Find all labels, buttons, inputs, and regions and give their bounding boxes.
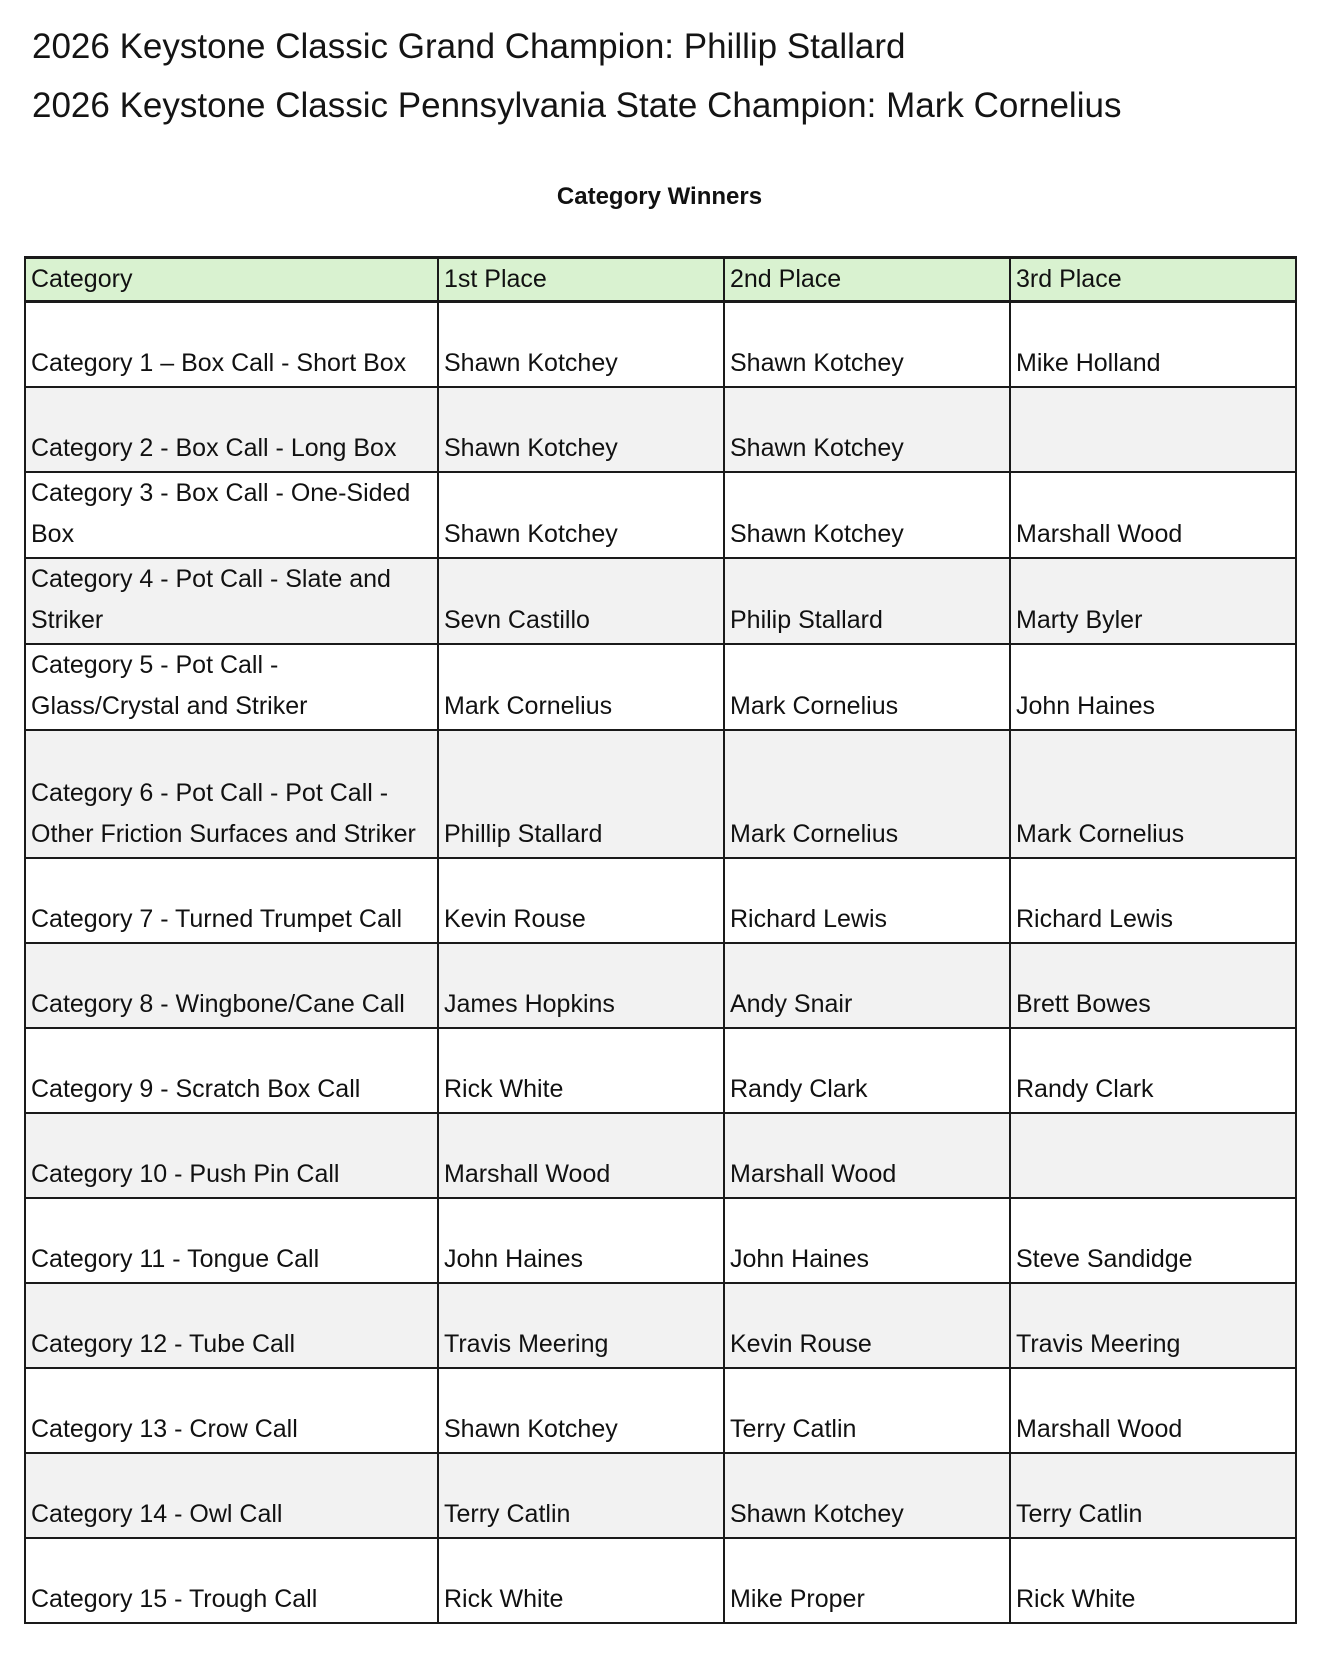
category-cell: Category 5 - Pot Call - Glass/Crystal and Striker [25, 644, 438, 730]
category-cell: Category 14 - Owl Call [25, 1453, 438, 1538]
category-cell: Category 6 - Pot Call - Pot Call - Other Friction Surfaces and Striker [25, 730, 438, 858]
second-place-cell: Shawn Kotchey [724, 1453, 1010, 1538]
second-place-cell: Kevin Rouse [724, 1283, 1010, 1368]
first-place-cell: Shawn Kotchey [438, 472, 724, 558]
category-cell: Category 3 - Box Call - One-Sided Box [25, 472, 438, 558]
table-row [25, 1368, 1296, 1453]
first-place-cell: James Hopkins [438, 943, 724, 1028]
second-place-cell: Randy Clark [724, 1028, 1010, 1113]
second-place-cell: Philip Stallard [724, 558, 1010, 644]
second-place-cell: Shawn Kotchey [724, 387, 1010, 472]
table-row [25, 730, 1296, 858]
first-place-cell: Phillip Stallard [438, 730, 724, 858]
third-place-cell: Rick White [1010, 1538, 1296, 1623]
table-row [25, 1198, 1296, 1283]
third-place-cell: Terry Catlin [1010, 1453, 1296, 1538]
table-row [25, 1453, 1296, 1538]
table-row [25, 558, 1296, 644]
category-cell: Category 4 - Pot Call - Slate and Striker [25, 558, 438, 644]
second-place-cell: Mike Proper [724, 1538, 1010, 1623]
category-winners-table [24, 256, 1297, 1624]
table-row [25, 1113, 1296, 1198]
second-place-cell: Mark Cornelius [724, 644, 1010, 730]
second-place-cell: Richard Lewis [724, 858, 1010, 943]
first-place-cell: Kevin Rouse [438, 858, 724, 943]
table-row [25, 1283, 1296, 1368]
column-header-3rd-place: 3rd Place [1010, 258, 1296, 302]
first-place-cell: Travis Meering [438, 1283, 724, 1368]
column-header-1st-place: 1st Place [438, 258, 724, 302]
first-place-cell: Mark Cornelius [438, 644, 724, 730]
third-place-cell: Marshall Wood [1010, 472, 1296, 558]
table-row [25, 387, 1296, 472]
first-place-cell: Terry Catlin [438, 1453, 724, 1538]
second-place-cell: Terry Catlin [724, 1368, 1010, 1453]
second-place-cell: Marshall Wood [724, 1113, 1010, 1198]
table-row [25, 472, 1296, 558]
column-header-category: Category [25, 258, 438, 302]
table-header-row [25, 258, 1296, 302]
first-place-cell: Marshall Wood [438, 1113, 724, 1198]
second-place-cell: John Haines [724, 1198, 1010, 1283]
category-cell: Category 15 - Trough Call [25, 1538, 438, 1623]
column-header-2nd-place: 2nd Place [724, 258, 1010, 302]
category-cell: Category 13 - Crow Call [25, 1368, 438, 1453]
second-place-cell: Shawn Kotchey [724, 302, 1010, 387]
first-place-cell: Shawn Kotchey [438, 1368, 724, 1453]
category-cell: Category 7 - Turned Trumpet Call [25, 858, 438, 943]
third-place-cell: Steve Sandidge [1010, 1198, 1296, 1283]
table-row [25, 858, 1296, 943]
third-place-cell [1010, 1113, 1296, 1198]
first-place-cell: Sevn Castillo [438, 558, 724, 644]
third-place-cell: Randy Clark [1010, 1028, 1296, 1113]
third-place-cell: Marty Byler [1010, 558, 1296, 644]
first-place-cell: John Haines [438, 1198, 724, 1283]
category-cell: Category 2 - Box Call - Long Box [25, 387, 438, 472]
category-cell: Category 12 - Tube Call [25, 1283, 438, 1368]
category-cell: Category 11 - Tongue Call [25, 1198, 438, 1283]
second-place-cell: Shawn Kotchey [724, 472, 1010, 558]
grand-champion-heading: 2026 Keystone Classic Grand Champion: Phillip Stallard [32, 27, 906, 66]
first-place-cell: Rick White [438, 1538, 724, 1623]
table-row [25, 302, 1296, 387]
category-cell: Category 8 - Wingbone/Cane Call [25, 943, 438, 1028]
category-cell: Category 9 - Scratch Box Call [25, 1028, 438, 1113]
third-place-cell: Marshall Wood [1010, 1368, 1296, 1453]
first-place-cell: Rick White [438, 1028, 724, 1113]
first-place-cell: Shawn Kotchey [438, 387, 724, 472]
third-place-cell: Brett Bowes [1010, 943, 1296, 1028]
third-place-cell: Richard Lewis [1010, 858, 1296, 943]
category-cell: Category 10 - Push Pin Call [25, 1113, 438, 1198]
third-place-cell: John Haines [1010, 644, 1296, 730]
second-place-cell: Andy Snair [724, 943, 1010, 1028]
third-place-cell: Mike Holland [1010, 302, 1296, 387]
table-row [25, 1028, 1296, 1113]
third-place-cell: Travis Meering [1010, 1283, 1296, 1368]
category-cell: Category 1 – Box Call - Short Box [25, 302, 438, 387]
table-row [25, 943, 1296, 1028]
second-place-cell: Mark Cornelius [724, 730, 1010, 858]
third-place-cell: Mark Cornelius [1010, 730, 1296, 858]
first-place-cell: Shawn Kotchey [438, 302, 724, 387]
table-row [25, 1538, 1296, 1623]
table-row [25, 644, 1296, 730]
state-champion-heading: 2026 Keystone Classic Pennsylvania State Champion: Mark Cornelius [32, 86, 1122, 125]
third-place-cell [1010, 387, 1296, 472]
category-winners-title: Category Winners [556, 183, 763, 210]
